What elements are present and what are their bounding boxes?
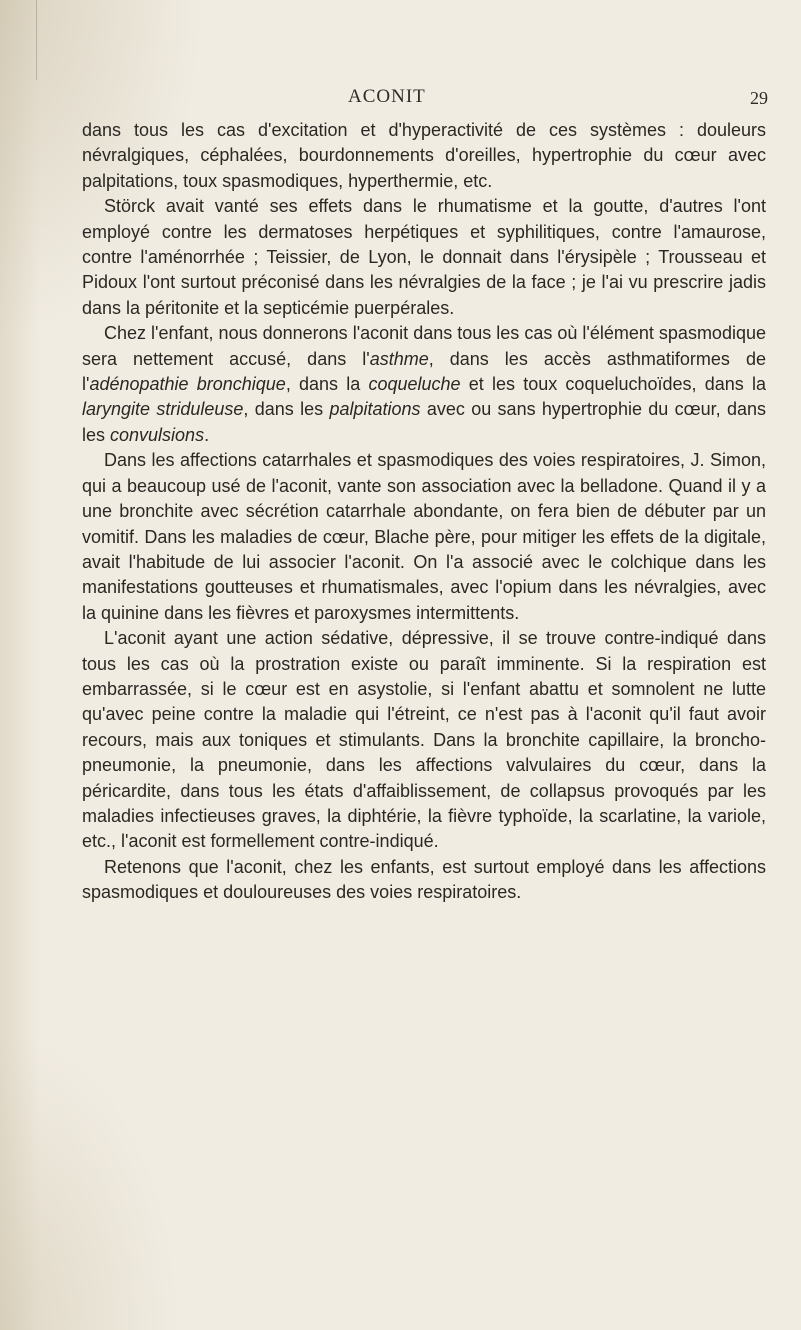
- body-text: [82, 118, 766, 906]
- text-run: L'aconit ayant une action sédative, dépressive, il se trouve contre-indiqué dans tous les cas où la prostration existe ou paraît imminente. Si la respiration est embarrassée, si le cœur est en asystolie, si l'enfant abattu et somnolent ne lutte qu'avec peine contre la maladie qui l'étreint, ce n'est pas à l'aconit qu'il faut avoir recours, mais aux toniques et stimulants. Dans la bronchite capillaire, la broncho-pneumonie, la pneumonie, dans les affections valvulaires du cœur, dans la péricardite, dans tous les états d'affaiblissement, de collapsus provoqués par les maladies infectieuses graves, la diphtérie, la fièvre typhoïde, la scarlatine, la variole, etc., l'aconit est formellement contre-indiqué.: [82, 628, 766, 852]
- paragraph: [82, 855, 766, 906]
- italic-term: asthme: [369, 348, 429, 369]
- text-run: Chez l'enfant, nous donnerons l'aconit dans tous les cas où l'élément spasmodique sera nettement accusé, dans l': [82, 323, 766, 369]
- paragraph: [82, 118, 766, 194]
- text-run: Störck avait vanté ses effets dans le rhumatisme et la goutte, d'autres l'ont employé contre les dermatoses herpétiques et syphilitiques, contre l'amaurose, contre l'aménorrhée ; Teissier, de Lyon, le donnait dans l'érysipèle ; Trousseau et Pidoux l'ont surtout préconisé dans les névralgies de la face ; je l'ai vu prescrire jadis dans la péritonite et la septicémie puerpérales.: [82, 196, 766, 318]
- text-run: .: [204, 424, 210, 445]
- text-run: et les toux coqueluchoïdes, dans la: [460, 374, 766, 395]
- italic-term: adénopathie bronchique: [89, 374, 286, 395]
- running-title: ACONIT: [348, 86, 426, 107]
- italic-term: coqueluche: [368, 374, 461, 395]
- italic-term: convulsions: [110, 424, 205, 445]
- text-run: avec ou sans hypertrophie du cœur, dans les: [82, 399, 766, 445]
- paragraph: [82, 194, 766, 321]
- text-run: Dans les affections catarrhales et spasmodiques des voies respiratoires, J. Simon, qui a beaucoup usé de l'aconit, vante son association avec la belladone. Quand il y a une bronchite avec sécrétion catarrhale abondante, on fera bien de débuter par un vomitif. Dans les maladies de cœur, Blache père, pour mitiger les effets de la digitale, avait l'habitude de lui associer l'aconit. On l'a associé avec le colchique dans les manifestations goutteuses et rhumatismales, avec l'opium dans les névralgies, avec la quinine dans les fièvres et paroxysmes intermittents.: [82, 450, 766, 623]
- paragraph: [82, 321, 766, 448]
- page-edge-line: [36, 0, 37, 80]
- text-run: , dans la: [285, 374, 369, 395]
- text-run: dans tous les cas d'excitation et d'hyperactivité de ces systèmes : douleurs névralgiques, céphalées, bourdonnements d'oreilles, hypertrophie du cœur avec palpitations, toux spasmodiques, hyperthermie, etc.: [82, 120, 766, 191]
- text-run: , dans les accès asthmatiformes de l': [82, 348, 766, 395]
- italic-term: laryngite striduleuse: [82, 399, 244, 420]
- italic-term: palpitations: [329, 399, 421, 420]
- page-number: 29: [750, 88, 768, 108]
- paragraph: [82, 448, 766, 626]
- running-header: [0, 86, 801, 110]
- text-run: Retenons que l'aconit, chez les enfants, est surtout employé dans les affections spasmodiques et douloureuses des voies respiratoires.: [82, 856, 766, 903]
- text-run: , dans les: [243, 399, 330, 420]
- paragraph: [82, 626, 766, 855]
